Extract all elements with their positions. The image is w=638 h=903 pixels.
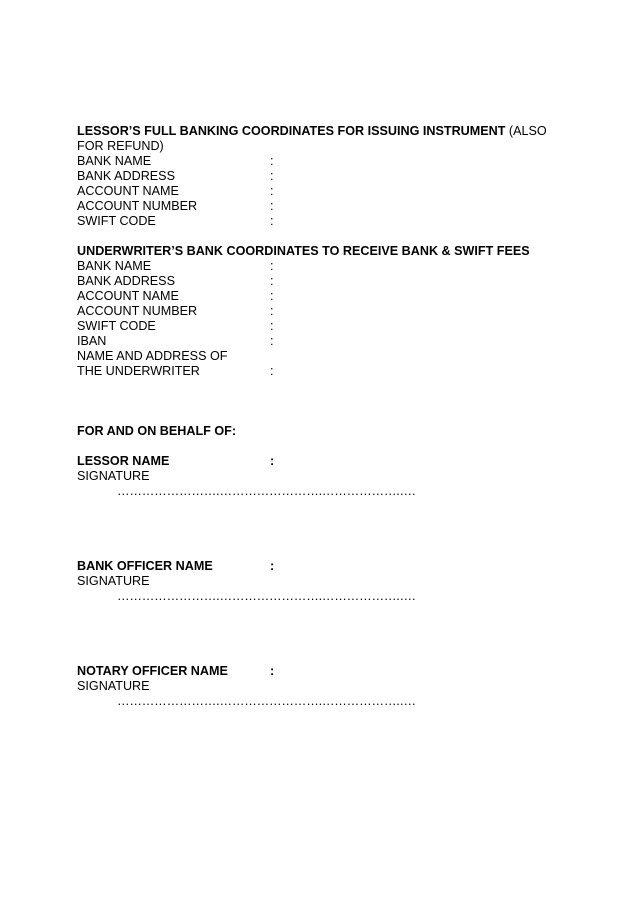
field-row xyxy=(77,199,577,214)
lessor-banking-heading-rest: (ALSO xyxy=(505,124,547,138)
signature-line: …………………….…………………….……………….…. xyxy=(117,484,416,498)
field-label: BANK ADDRESS xyxy=(77,274,175,288)
signature-line: …………………….…………………….……………….…. xyxy=(117,694,416,708)
document-page xyxy=(77,124,577,709)
field-row xyxy=(77,214,577,229)
field-colon: : xyxy=(270,274,274,288)
field-label: BANK ADDRESS xyxy=(77,169,175,183)
lessor-banking-section xyxy=(77,124,577,229)
signatory-name-colon: : xyxy=(270,664,275,678)
lessor-banking-heading xyxy=(77,124,577,154)
signatory-name-colon: : xyxy=(270,454,275,468)
field-row xyxy=(77,169,577,184)
field-label: SWIFT CODE xyxy=(77,214,156,228)
field-row xyxy=(77,334,577,349)
signature-label: SIGNATURE xyxy=(77,469,150,483)
lessor-banking-heading-bold: LESSOR’S FULL BANKING COORDINATES FOR ISSUING INSTRUMENT xyxy=(77,124,506,138)
field-colon: : xyxy=(270,259,274,273)
field-row xyxy=(77,259,577,274)
signature-line: …………………….…………………….……………….…. xyxy=(117,589,416,603)
signatory-name-row xyxy=(77,664,577,679)
field-label: BANK NAME xyxy=(77,259,152,273)
field-colon: : xyxy=(270,289,274,303)
field-colon: : xyxy=(270,334,274,348)
signatory-block-notary-officer xyxy=(77,664,577,709)
field-colon: : xyxy=(270,319,274,333)
field-row xyxy=(77,184,577,199)
field-colon: : xyxy=(270,184,274,198)
field-row xyxy=(77,364,577,379)
signatory-name-label: BANK OFFICER NAME xyxy=(77,559,213,573)
signature-label: SIGNATURE xyxy=(77,679,150,693)
underwriter-banking-section xyxy=(77,244,577,379)
signatory-block-bank-officer xyxy=(77,559,577,604)
signatory-name-row xyxy=(77,559,577,574)
signatory-block-lessor xyxy=(77,454,577,499)
field-colon: : xyxy=(270,154,274,168)
field-label: ACCOUNT NUMBER xyxy=(77,304,198,318)
field-row xyxy=(77,289,577,304)
underwriter-banking-heading: UNDERWRITER’S BANK COORDINATES TO RECEIVE BANK & SWIFT FEES xyxy=(77,244,530,258)
signature-label: SIGNATURE xyxy=(77,574,150,588)
signatory-name-label: LESSOR NAME xyxy=(77,454,170,468)
signatory-name-label: NOTARY OFFICER NAME xyxy=(77,664,228,678)
signatory-name-row xyxy=(77,454,577,469)
field-label: ACCOUNT NAME xyxy=(77,184,179,198)
field-label: IBAN xyxy=(77,334,107,348)
field-colon: : xyxy=(270,364,274,378)
field-colon: : xyxy=(270,304,274,318)
field-colon: : xyxy=(270,214,274,228)
field-label: ACCOUNT NAME xyxy=(77,289,179,303)
name-address-label-line2: THE UNDERWRITER xyxy=(77,364,200,378)
field-label: ACCOUNT NUMBER xyxy=(77,199,198,213)
lessor-banking-heading-rest-2: FOR REFUND) xyxy=(77,139,164,153)
field-row xyxy=(77,274,577,289)
field-row xyxy=(77,319,577,334)
signatory-name-colon: : xyxy=(270,559,275,573)
field-row xyxy=(77,304,577,319)
field-label: SWIFT CODE xyxy=(77,319,156,333)
behalf-heading: FOR AND ON BEHALF OF: xyxy=(77,424,237,438)
field-colon: : xyxy=(270,169,274,183)
field-row xyxy=(77,154,577,169)
field-colon: : xyxy=(270,199,274,213)
name-address-label-line1: NAME AND ADDRESS OF xyxy=(77,349,228,363)
field-label: BANK NAME xyxy=(77,154,152,168)
